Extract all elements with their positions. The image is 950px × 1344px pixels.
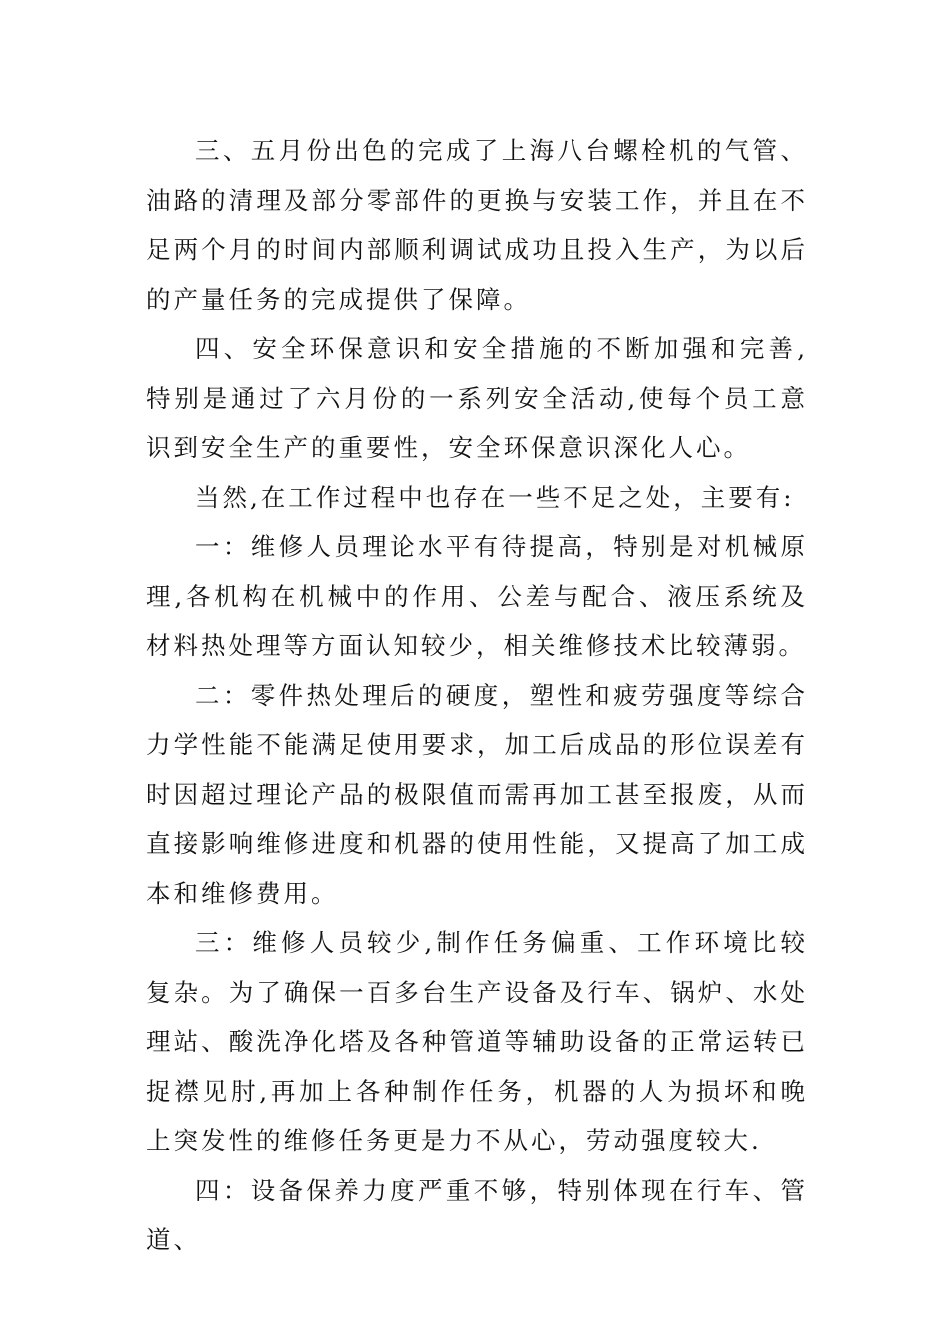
paragraph-shortcoming-1: 一：维修人员理论水平有待提高，特别是对机械原理,各机构在机械中的作用、公差与配合、液压系统及材料热处理等方面认知较少，相关维修技术比较薄弱。 (146, 532, 808, 660)
paragraph-shortcoming-3: 三：维修人员较少,制作任务偏重、工作环境比较复杂。为了确保一百多台生产设备及行车、锅炉、水处理站、酸洗净化塔及各种管道等辅助设备的正常运转已捉襟见肘,再加上各种制作任务，机器的人为损坏和晚上突发性的维修任务更是力不从心，劳动强度较大. (146, 928, 808, 1155)
paragraph-shortcoming-2: 二：零件热处理后的硬度，塑性和疲劳强度等综合力学性能不能满足使用要求，加工后成品的形位误差有时因超过理论产品的极限值而需再加工甚至报废，从而直接影响维修进度和机器的使用性能，又提高了加工成本和维修费用。 (146, 680, 808, 908)
document-page (146, 126, 808, 1265)
paragraph-shortcomings-intro: 当然,在工作过程中也存在一些不足之处，主要有: (195, 482, 795, 512)
paragraph-item-3-achievement: 三、五月份出色的完成了上海八台螺栓机的气管、油路的清理及部分零部件的更换与安装工作，并且在不足两个月的时间内部顺利调试成功且投入生产，为以后的产量任务的完成提供了保障。 (146, 136, 808, 314)
paragraph-item-4-safety: 四、安全环保意识和安全措施的不断加强和完善,特别是通过了六月份的一系列安全活动,使每个员工意识到安全生产的重要性，安全环保意识深化人心。 (146, 334, 808, 462)
paragraph-shortcoming-4: 四：设备保养力度严重不够，特别体现在行车、管道、 (146, 1175, 808, 1254)
